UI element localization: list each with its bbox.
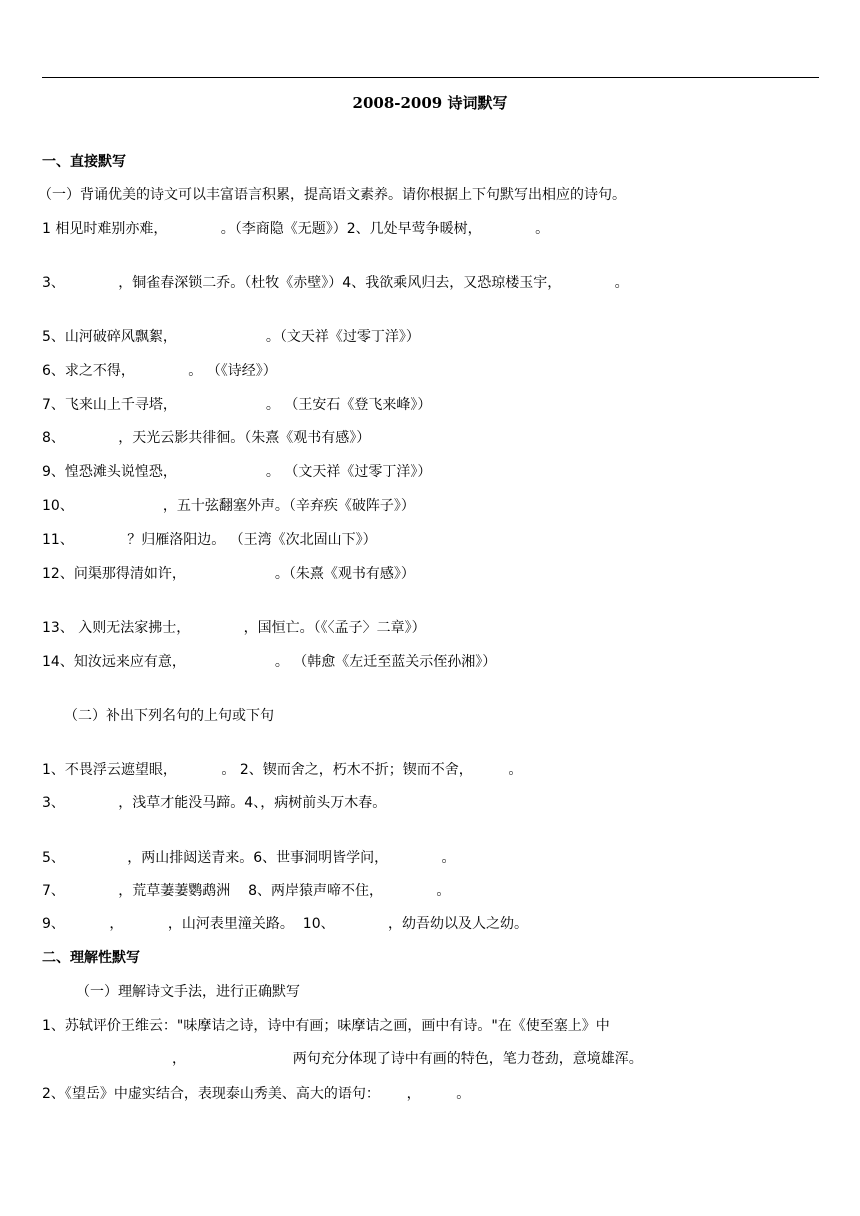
question-line: 1、不畏浮云遮望眼， 。 2、锲而舍之，朽木不折；锲而不舍， 。 bbox=[42, 762, 523, 778]
instruction-1: （一）背诵优美的诗文可以丰富语言积累，提高语文素养。请你根据上下句默写出相应的诗句。 bbox=[38, 187, 626, 203]
question-line-continued: ， 两句充分体现了诗中有画的特色，笔力苍劲，意境雄浑。 bbox=[172, 1051, 643, 1067]
question-line: 10、 ，五十弦翻塞外声。（辛弃疾《破阵子》） bbox=[42, 498, 415, 514]
question-line: 1 相见时难别亦难， 。（李商隐《无题》）2、几处早莺争暖树， 。 bbox=[42, 221, 550, 237]
question-line: 3、 ，铜雀春深锁二乔。（杜牧《赤壁》）4、我欲乘风归去，又恐琼楼玉宇， 。 bbox=[42, 275, 629, 291]
question-line: 5、山河破碎风飘絮， 。（文天祥《过零丁洋》） bbox=[42, 329, 420, 345]
question-line: 5、 ，两山排闼送青来。6、世事洞明皆学问， 。 bbox=[42, 850, 456, 866]
question-line: 7、飞来山上千寻塔， 。 （王安石《登飞来峰》） bbox=[42, 397, 432, 413]
question-line: 1、苏轼评价王维云："味摩诘之诗，诗中有画；味摩诘之画，画中有诗。"在《使至塞上》中 bbox=[42, 1018, 610, 1034]
section-heading-2: 二、理解性默写 bbox=[42, 950, 140, 966]
header-rule bbox=[42, 77, 819, 78]
question-line: 7、 ，荒草萋萋鹦鹉洲 8、两岸猿声啼不住， 。 bbox=[42, 883, 451, 899]
question-line: 9、惶恐滩头说惶恐， 。 （文天祥《过零丁洋》） bbox=[42, 464, 432, 480]
question-line: 2、《望岳》中虚实结合，表现泰山秀美、高大的语句： ， 。 bbox=[42, 1086, 471, 1102]
subsection-heading-3: （一）理解诗文手法，进行正确默写 bbox=[76, 984, 300, 1000]
question-line: 6、求之不得， 。 （《诗经》） bbox=[42, 363, 277, 379]
question-line: 14、知汝远来应有意， 。 （韩愈《左迁至蓝关示侄孙湘》） bbox=[42, 654, 497, 670]
page-title: 2008-2009 诗词默写 bbox=[352, 94, 508, 112]
question-line: 12、问渠那得清如许， 。（朱熹《观书有感》） bbox=[42, 566, 415, 582]
question-line: 11、 ？归雁洛阳边。 （王湾《次北固山下》） bbox=[42, 532, 377, 548]
section-heading-1: 一、直接默写 bbox=[42, 154, 126, 170]
question-line: 9、 ， ，山河表里潼关路。 10、 ，幼吾幼以及人之幼。 bbox=[42, 916, 529, 932]
question-line: 13、 入则无法家拂士， ，国恒亡。（《〈孟子〉二章》） bbox=[42, 620, 426, 636]
subsection-heading-2: （二）补出下列名句的上句或下句 bbox=[64, 708, 274, 724]
question-line: 3、 ，浅草才能没马蹄。4、，病树前头万木春。 bbox=[42, 795, 387, 811]
question-line: 8、 ，天光云影共徘徊。（朱熹《观书有感》） bbox=[42, 430, 371, 446]
